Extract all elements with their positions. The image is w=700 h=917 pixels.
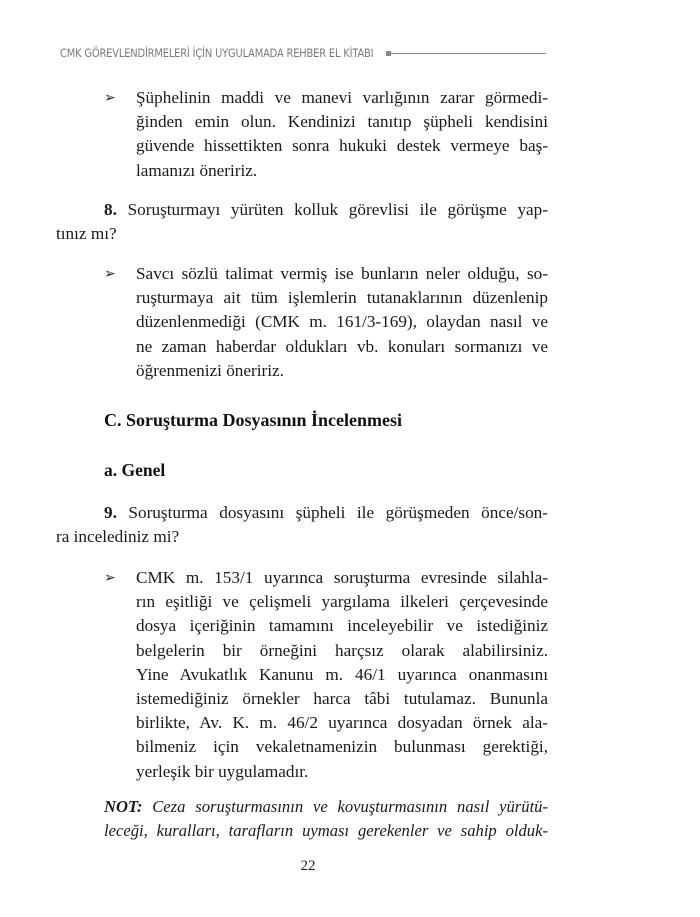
text-line: CMK m. 153/1 uyarınca soruşturma evresinde silahla-	[136, 568, 548, 587]
note-text: leceği, kuralları, tarafların uyması gerekenler ve sahip olduk-	[104, 821, 548, 840]
bullet-item	[104, 86, 548, 183]
note-label: NOT:	[104, 797, 143, 816]
text-line: düzenlenmediği (CMK m. 161/3-169), olaydan nasıl ve	[136, 312, 548, 332]
arrow-right-icon: ➢	[104, 90, 116, 106]
text-line: rın eşitliği ve çelişmeli yargılama ilkeleri çerçevesinde	[136, 592, 548, 612]
note-text: Ceza soruşturmasının ve kovuşturmasının nasıl yürütü-	[142, 797, 548, 816]
question-number: 9.	[104, 503, 117, 522]
subsection-heading: a. Genel	[104, 460, 166, 480]
question-number: 8.	[104, 200, 117, 219]
text-line: Yine Avukatlık Kanunu m. 46/1 uyarınca onanmasını	[136, 664, 548, 684]
note-block	[104, 795, 548, 843]
text-line: Şüphelinin maddi ve manevi varlığının zarar görmedi-	[136, 88, 548, 107]
question-text: Soruşturmayı yürüten kolluk görevlisi ile görüşme yap-	[116, 200, 548, 219]
text-line: ne zaman haberdar oldukları vb. konuları sormanızı ve	[136, 336, 548, 356]
text-line: Savcı sözlü talimat vermiş ise bunların neler olduğu, so-	[136, 264, 548, 283]
bullet-item	[104, 262, 548, 383]
text-line: belgelerin bir örneğini harçsız olarak alabilirsiniz.	[136, 640, 548, 660]
section-heading: C. Soruşturma Dosyasının İncelenmesi	[104, 410, 403, 430]
text-line: birlikte, Av. K. m. 46/2 uyarınca dosyadan örnek ala-	[136, 713, 548, 733]
text-line: öğrenmenizi öneririz.	[136, 360, 284, 380]
running-header	[60, 46, 424, 60]
question-text: ra incelediniz mi?	[56, 527, 180, 547]
arrow-right-icon: ➢	[104, 570, 116, 586]
arrow-right-icon: ➢	[104, 266, 116, 282]
text-line: istemediğiniz örnekler harca tâbi tutulamaz. Bununla	[136, 689, 548, 709]
text-line: lamanızı öneririz.	[136, 160, 258, 180]
question-text: Soruşturma dosyasını şüpheli ile görüşmeden önce/son-	[116, 503, 548, 522]
text-line: ğinden emin olun. Kendinizi tanıtıp şüpheli kendisini	[136, 112, 548, 132]
question-8	[56, 198, 548, 246]
bullet-item	[104, 566, 548, 784]
question-9	[56, 501, 548, 549]
text-line: dosya içeriğinin tamamını inceleyebilir ve istediğiniz	[136, 616, 548, 636]
question-text: tınız mı?	[56, 224, 117, 244]
text-line: ruşturmaya ait tüm işlemlerin tutanaklarının düzenlenip	[136, 288, 548, 308]
text-line: bilmeniz için vekaletnamenizin bulunması gerektiği,	[136, 737, 548, 757]
page-number: 22	[300, 858, 316, 874]
text-line: yerleşik bir uygulamadır.	[136, 761, 309, 781]
running-title: CMK GÖREVLENDİRMELERİ İÇİN UYGULAMADA REHBER EL KİTABI	[60, 46, 374, 60]
header-rule	[386, 53, 546, 54]
text-line: güvende hissettikten sonra hukuki destek vermeye baş-	[136, 136, 548, 156]
